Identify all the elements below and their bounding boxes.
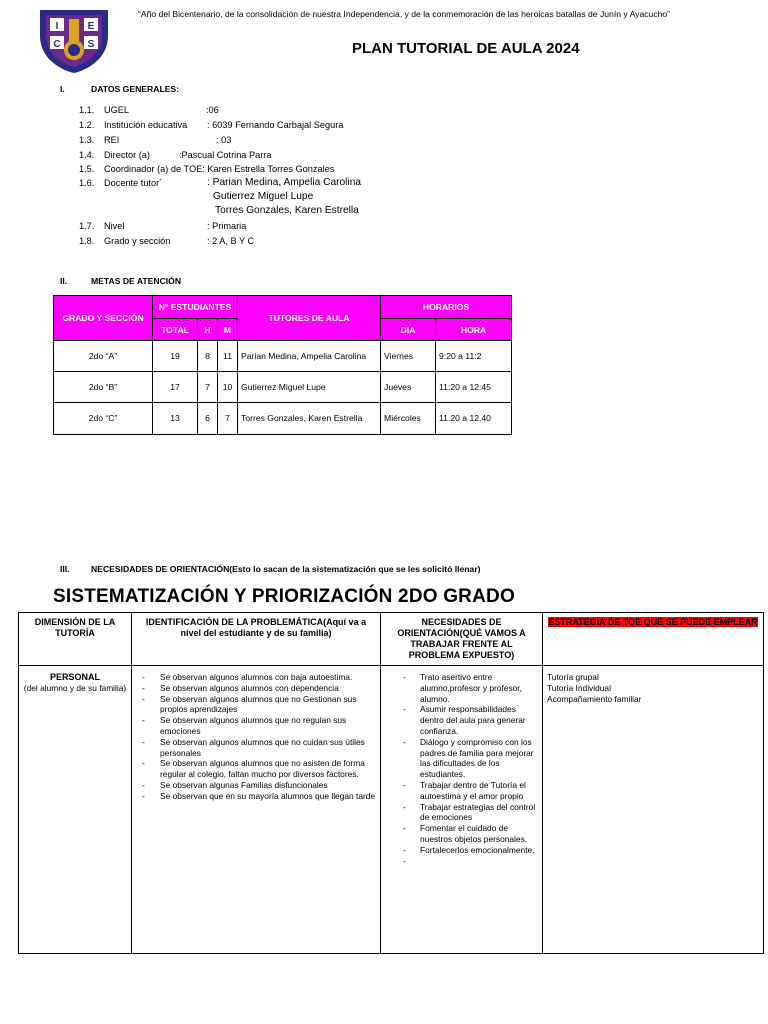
metas-table	[53, 295, 512, 435]
header-motto: “Año del Bicentenario, de la consolidación de nuestra Independencia, y de la conmemoración de las heroicas batallas de Junín y Ayacucho”	[138, 9, 671, 19]
cell-total: 17	[153, 372, 198, 403]
item-label: Nivel	[104, 221, 125, 231]
necesidades-list	[385, 672, 538, 867]
estrategia-item: Acompañamiento familiar	[547, 693, 642, 704]
list-item: - Fomentar el cuidado de nuestros objetos personales.	[399, 823, 538, 845]
header-necesidades: NECESIDADES DE ORIENTACIÓN(QUÉ VAMOS A TRABAJAR FRENTE AL PROBLEMA EXPUESTO)	[381, 613, 543, 666]
data-item-coordinador	[79, 164, 479, 176]
dimension-sub: (del alumno y de su familia)	[23, 682, 127, 693]
header-hora: HORA	[436, 319, 512, 341]
item-label: Institución educativa	[104, 120, 188, 130]
table-row	[54, 341, 512, 372]
estrategia-item: Tutoría grupal	[547, 672, 599, 682]
cell-tutor: Parian Medina, Ampelia Carolina	[238, 341, 381, 372]
header-estudiantes: N° ESTUDIANTES	[153, 296, 238, 319]
list-item: - Trabajar dentro de Tutoría el autoestima y el amor propio	[399, 780, 538, 802]
item-label: Coordinador (a) de TOE: Karen Estrella Torres Gonzales	[104, 164, 335, 174]
cell-m: 7	[218, 403, 238, 435]
header-horarios: HORARIOS	[381, 296, 512, 319]
cell-dia: Viernes	[381, 341, 436, 372]
estrategia-item: Tutoría Individual	[547, 682, 611, 693]
school-logo	[36, 6, 112, 74]
section-2-number: II.	[60, 276, 68, 286]
problemas-list	[136, 672, 376, 802]
cell-dimension	[19, 666, 132, 954]
header-tutores: TUTORES DE AULA	[238, 296, 381, 341]
section-1-heading: DATOS GENERALES:	[91, 84, 180, 94]
cell-h: 7	[198, 372, 218, 403]
section-2-heading: METAS DE ATENCIÓN	[91, 276, 182, 286]
header-dia: DIA	[381, 319, 436, 341]
item-number: 1.4.	[79, 150, 95, 160]
item-value: : Parian Medina, Ampelia Carolina	[207, 177, 362, 188]
item-number: 1.8.	[79, 236, 95, 246]
list-item: - Diálogo y compromiso con los padres de familia para mejorar las dificultades de los estudiantes.	[399, 737, 538, 780]
list-item: - Se observan algunas Familias disfuncionales	[136, 780, 376, 791]
item-value: : Primaria	[207, 221, 247, 231]
data-item-nivel	[79, 221, 479, 233]
item-number: 1.2.	[79, 120, 95, 130]
header-m: M	[218, 319, 238, 341]
header-h: H	[198, 319, 218, 341]
svg-text:S: S	[87, 39, 95, 50]
cell-grado: 2do “B”	[54, 372, 153, 403]
data-item-docente	[79, 178, 479, 191]
header-estrategia-label: ESTRATEGIA DE TOE QUE SE PUEDE EMPLEAR	[548, 617, 758, 627]
item-value: : 03	[216, 135, 232, 145]
sistematizacion-table	[18, 612, 764, 954]
cell-m: 11	[218, 341, 238, 372]
item-number: 1.5.	[79, 164, 95, 174]
item-label: Director (a)	[104, 150, 150, 160]
list-item: - Trabajar estrategias del control de emociones	[399, 802, 538, 824]
cell-m: 10	[218, 372, 238, 403]
section-3-heading: NECESIDADES DE ORIENTACIÓN(Esto lo sacan de la sistematización que se les solicitó llenar)	[91, 564, 481, 574]
list-item: - Se observan algunos alumnos que no asisten de forma regular al colegio, faltan mucho por diversos factores.	[136, 758, 376, 780]
item-label: Grado y sección	[104, 236, 171, 246]
table-row	[54, 403, 512, 435]
cell-problemas	[132, 666, 381, 954]
item-number: 1.7.	[79, 221, 95, 231]
item-label: Docente tutor´	[104, 178, 163, 188]
section-3-number: III.	[60, 564, 70, 574]
cell-hora: 9:20 a 11:2	[436, 341, 512, 372]
table-row	[54, 372, 512, 403]
header-total: TOTAL	[153, 319, 198, 341]
cell-h: 8	[198, 341, 218, 372]
cell-tutor: Gutierrez Miguel Lupe	[238, 372, 381, 403]
cell-grado: 2do “A”	[54, 341, 153, 372]
data-item-grado	[79, 236, 479, 248]
list-item: - Se observan algunos alumnos que no cuidan sus útiles personales	[136, 737, 376, 759]
header-grado: GRADO Y SECCIÓN	[54, 296, 153, 341]
section-1-number: I.	[60, 84, 65, 94]
list-item: - Trato asertivo entre alumno,profesor y profesor, alumno.	[399, 672, 538, 704]
list-item	[399, 856, 538, 867]
item-value: :06	[206, 105, 219, 115]
cell-total: 19	[153, 341, 198, 372]
cell-total: 13	[153, 403, 198, 435]
list-item: - Se observan algunos alumnos que no Gestionan sus propios aprendizajes	[136, 694, 376, 716]
docente-name-3: Torres Gonzales, Karen Estrella	[215, 205, 359, 216]
cell-hora: 11.20 a 12.40	[436, 403, 512, 435]
data-item-director	[79, 150, 479, 162]
item-number: 1.3.	[79, 135, 95, 145]
svg-text:I: I	[55, 21, 59, 32]
item-label: REI	[104, 135, 120, 145]
table-row	[19, 666, 764, 954]
cell-h: 6	[198, 403, 218, 435]
data-item-rei	[79, 135, 479, 147]
list-item: - Se observan algunos alumnos con dependencia	[136, 683, 376, 694]
cell-hora: 11:20 a 12:45	[436, 372, 512, 403]
list-item: - Se observan algunos alumnos que no regulan sus emociones	[136, 715, 376, 737]
header-dimension: DIMENSIÓN DE LA TUTORÍA	[19, 613, 132, 666]
header-identificacion: IDENTIFICACIÓN DE LA PROBLEMÁTICA(Aquí va a nivel del estudiante y de su familia)	[132, 613, 381, 666]
item-number: 1.6.	[79, 178, 95, 188]
docente-name-2: Gutierrez Miguel Lupe	[213, 191, 314, 202]
list-item: - Se observan algunos alumnos con baja autoestima.	[136, 672, 376, 683]
cell-dia: Miércoles	[381, 403, 436, 435]
header-estrategia	[543, 613, 764, 666]
cell-tutor: Torres Gonzales, Karen Estrella	[238, 403, 381, 435]
item-value: : 2 A, B Y C	[207, 236, 255, 246]
sistematizacion-title: SISTEMATIZACIÓN Y PRIORIZACIÓN 2DO GRADO	[53, 586, 515, 607]
list-item: - Fortalecerlos emocionalmente.	[399, 845, 538, 856]
data-item-ugel	[79, 105, 479, 117]
svg-text:E: E	[87, 21, 95, 32]
cell-dia: Jueves	[381, 372, 436, 403]
cell-estrategias	[543, 666, 764, 954]
cell-necesidades	[381, 666, 543, 954]
item-number: 1.1.	[79, 105, 95, 115]
svg-text:C: C	[53, 39, 61, 50]
cell-grado: 2do “C”	[54, 403, 153, 435]
item-value: : 6039 Fernando Carbajal Segura	[207, 120, 344, 130]
list-item: - Asumir responsabilidades dentro del aula para generar confianza.	[399, 704, 538, 736]
list-item: - Se observan que en su mayoría alumnos que llegan tarde	[136, 791, 376, 802]
page-title: PLAN TUTORIAL DE AULA 2024	[352, 40, 580, 57]
item-value: :Pascual Cotrina Parra	[179, 150, 272, 160]
data-item-institucion	[79, 120, 479, 132]
dimension-label: PERSONAL	[49, 672, 100, 682]
item-label: UGEL	[104, 105, 130, 115]
